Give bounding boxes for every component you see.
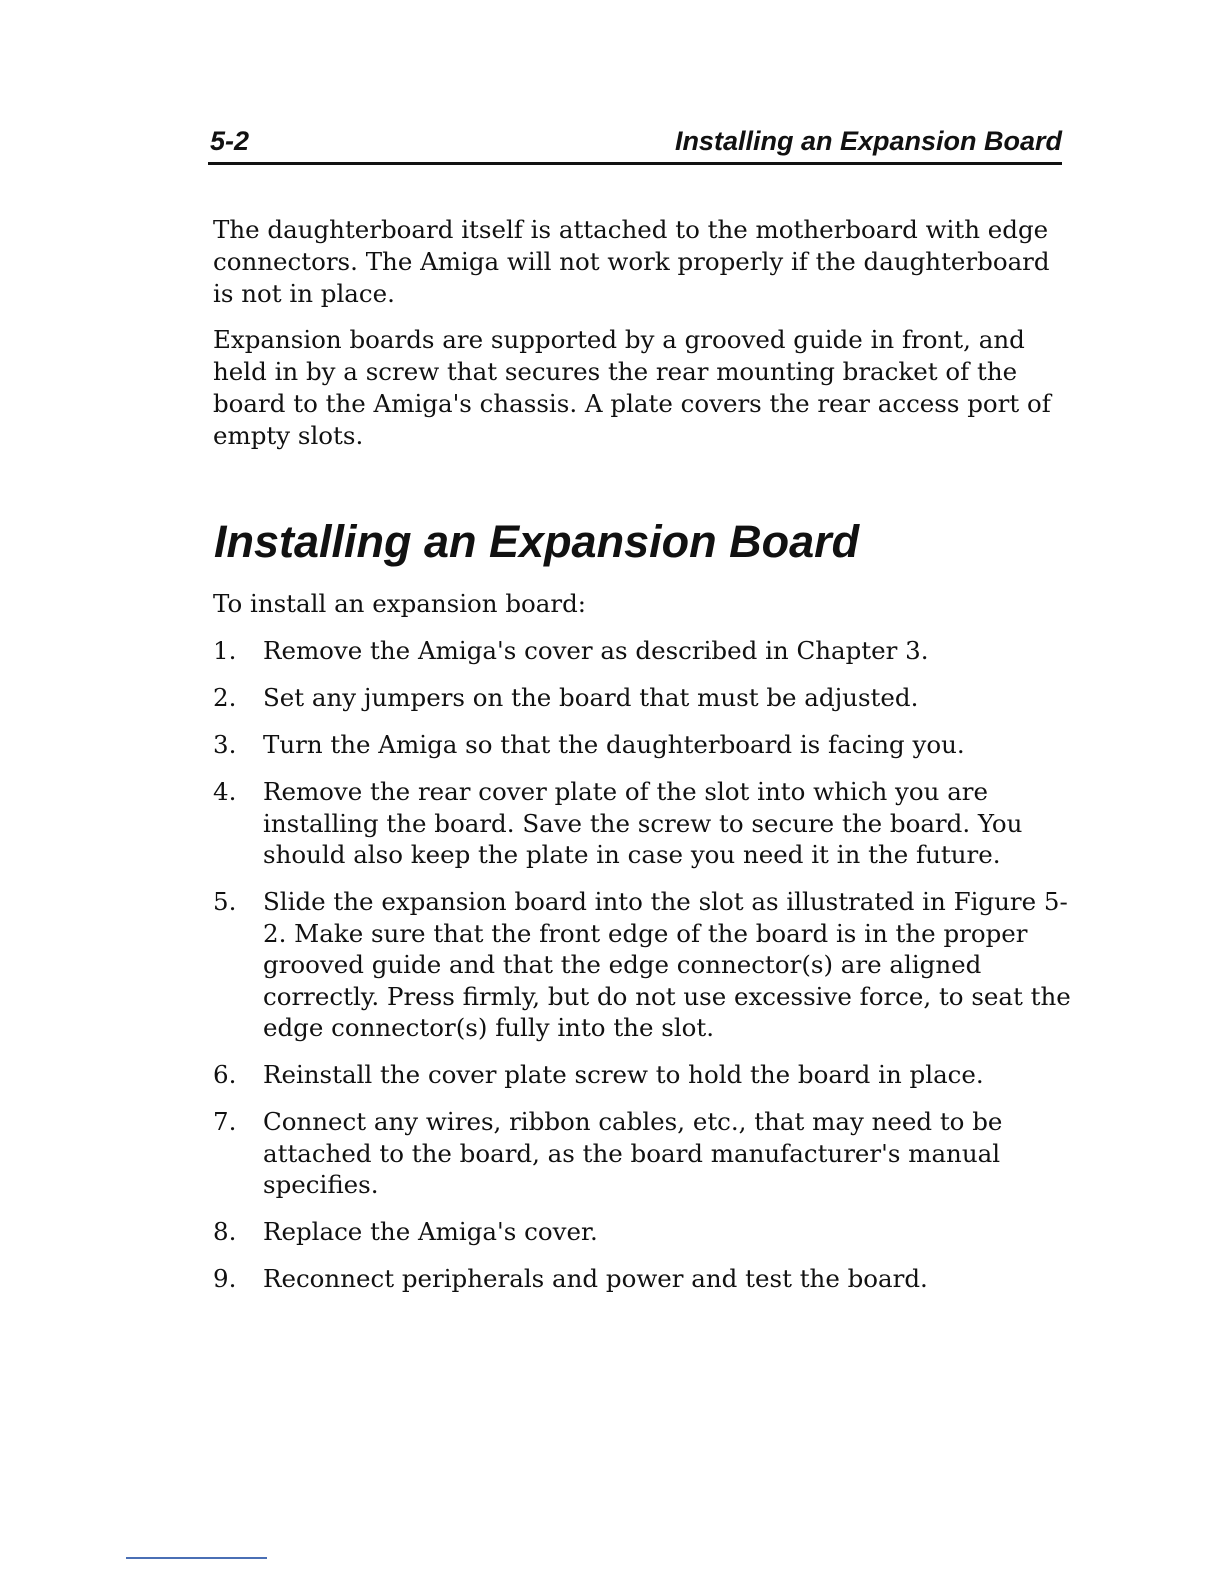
step-number: 8. xyxy=(213,1217,237,1246)
paragraph-expansion-boards: Expansion boards are supported by a grooved guide in front, and held in by a screw that secures the rear mounting bracket of the board to the Amiga's chassis. A plate covers the rear access port of empty slots. xyxy=(213,325,1051,450)
step-3 xyxy=(213,729,1073,761)
step-5 xyxy=(213,886,1073,1044)
step-6 xyxy=(213,1059,1073,1091)
step-4 xyxy=(213,776,1073,871)
step-text: Remove the Amiga's cover as described in Chapter 3. xyxy=(263,636,929,665)
step-number: 7. xyxy=(213,1107,237,1136)
installation-steps xyxy=(213,635,1073,1310)
step-number: 5. xyxy=(213,887,237,916)
step-text: Remove the rear cover plate of the slot into which you are installing the board. Save the screw to secure the board. You should also keep the plate in case you need it in the future. xyxy=(263,777,1023,869)
step-number: 3. xyxy=(213,730,237,759)
step-text: Set any jumpers on the board that must be adjusted. xyxy=(263,683,919,712)
step-number: 6. xyxy=(213,1060,237,1089)
paragraph-daughterboard: The daughterboard itself is attached to the motherboard with edge connectors. The Amiga will not work properly if the daughterboard is not in place. xyxy=(213,215,1050,308)
step-text: Connect any wires, ribbon cables, etc., that may need to be attached to the board, as the board manufacturer's manual specifies. xyxy=(263,1107,1003,1199)
step-text: Slide the expansion board into the slot as illustrated in Figure 5-2. Make sure that the front edge of the board is in the proper grooved guide and that the edge connector(s) are aligned correctly. Press firmly, but do not use excessive force, to seat the edge connector(s) fully into the slot. xyxy=(263,887,1071,1042)
step-number: 9. xyxy=(213,1264,237,1293)
footer-divider xyxy=(126,1557,267,1559)
step-1 xyxy=(213,635,1073,667)
step-8 xyxy=(213,1216,1073,1248)
page-header xyxy=(208,122,1062,165)
step-text: Replace the Amiga's cover. xyxy=(263,1217,598,1246)
step-9 xyxy=(213,1263,1073,1295)
step-number: 4. xyxy=(213,777,237,806)
step-text: Reinstall the cover plate screw to hold the board in place. xyxy=(263,1060,984,1089)
section-intro: To install an expansion board: xyxy=(213,589,587,618)
step-2 xyxy=(213,682,1073,714)
step-text: Reconnect peripherals and power and test the board. xyxy=(263,1264,928,1293)
step-number: 1. xyxy=(213,636,237,665)
step-7 xyxy=(213,1106,1073,1201)
page-number: 5-2 xyxy=(210,126,250,156)
step-number: 2. xyxy=(213,683,237,712)
section-title: Installing an Expansion Board xyxy=(214,516,860,567)
step-text: Turn the Amiga so that the daughterboard is facing you. xyxy=(263,730,965,759)
running-title: Installing an Expansion Board xyxy=(674,126,1062,156)
